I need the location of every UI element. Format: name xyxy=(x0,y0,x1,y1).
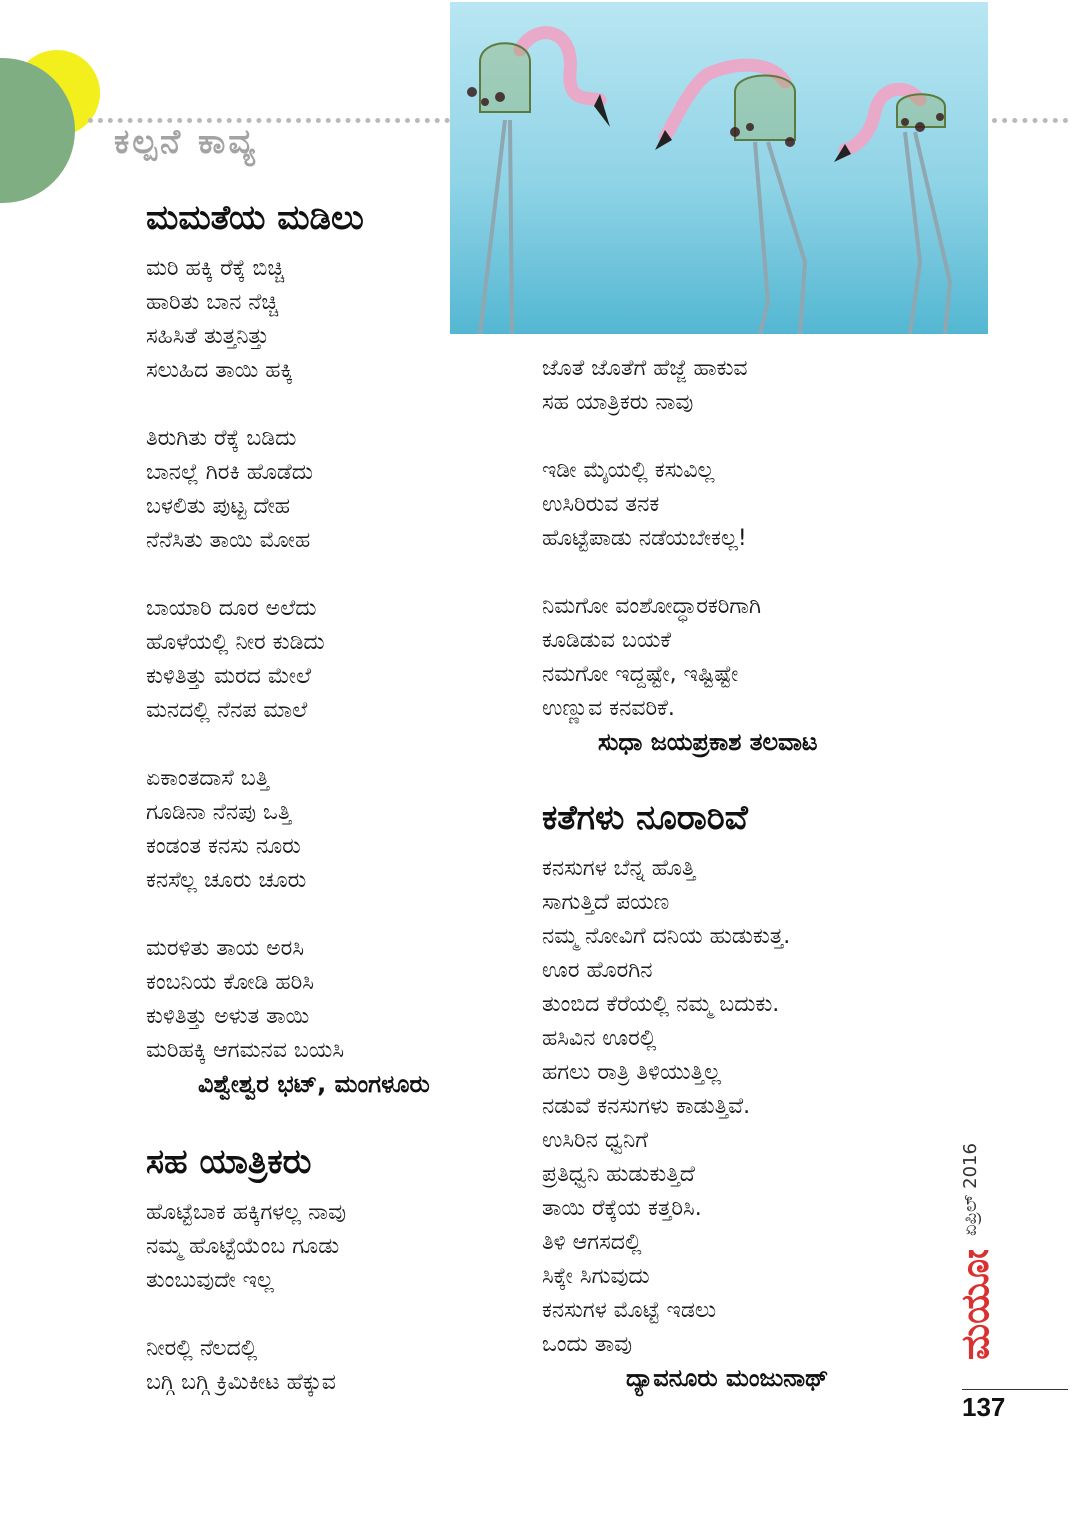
poem-body-kathegalu-nooraarive xyxy=(542,852,790,1362)
poem-line: ಹಸಿವಿನ ಊರಲ್ಲಿ xyxy=(542,1026,657,1051)
poem-line: ಹೊಳೆಯಲ್ಲಿ ನೀರ ಕುಡಿದು xyxy=(146,630,325,655)
poem-line: ನೆನೆಸಿತು ತಾಯಿ ಮೋಹ xyxy=(146,528,311,553)
poem-line: ಕನಸೆಲ್ಲ ಚೂರು ಚೂರು xyxy=(146,868,307,893)
poem-line: ಬಾಯಾರಿ ದೂರ ಅಲೆದು xyxy=(146,596,317,621)
poem-line: ಸಿಕ್ಕೇ ಸಿಗುವುದು xyxy=(542,1264,650,1289)
poem-line: ಸಾಗುತ್ತಿದೆ ಪಯಣ xyxy=(542,890,670,915)
poem-line: ನಮ್ಮ ಹೊಟ್ಟೆಯೆಂಬ ಗೂಡು xyxy=(146,1234,340,1259)
stanza-gap xyxy=(146,1298,346,1332)
poem-line: ಹಗಲು ರಾತ್ರಿ ತಿಳಿಯುತ್ತಿಲ್ಲ xyxy=(542,1060,721,1085)
poem-author: ಸುಧಾ ಜಯಪ್ರಕಾಶ ತಲವಾಟ xyxy=(598,728,818,756)
poem-author: ವಿಶ್ವೇಶ್ವರ ಭಟ್, ಮಂಗಳೂರು xyxy=(198,1070,430,1098)
poem-line: ನಡುವೆ ಕನಸುಗಳು ಕಾಡುತ್ತಿವೆ. xyxy=(542,1094,751,1119)
poem-line: ನಮ್ಮ ನೋವಿಗೆ ದನಿಯ ಹುಡುಕುತ್ತ. xyxy=(542,924,791,949)
poem-line: ಕಂಡಂತ ಕನಸು ನೂರು xyxy=(146,834,301,859)
poem-line: ಊರ ಹೊರಗಿನ xyxy=(542,958,653,983)
poem-line: ಮರಿ ಹಕ್ಕಿ ರೆಕ್ಕೆ ಬಿಚ್ಚಿ xyxy=(146,256,285,281)
poem-body-saha-yatrikaru-continued xyxy=(542,352,761,726)
poem-line: ನಿಮಗೋ ವಂಶೋದ್ಧಾರಕರಿಗಾಗಿ xyxy=(542,594,762,619)
magazine-logo xyxy=(950,1250,994,1362)
poem-line: ಹೊಟ್ಟೆಪಾಡು ನಡೆಯಬೇಕಲ್ಲ! xyxy=(542,526,747,551)
poem-line: ಇಡೀ ಮೈಯಲ್ಲಿ ಕಸುವಿಲ್ಲ xyxy=(542,458,715,483)
poem-line: ಸಹಿಸಿತೆ ತುತ್ತನಿತ್ತು xyxy=(146,324,269,349)
poem-body-saha-yatrikaru xyxy=(146,1196,346,1400)
page-number: 137 xyxy=(962,1392,1006,1422)
poem-line: ನಮಗೋ ಇದ್ದಷ್ಟೇ, ಇಷ್ಟಿಷ್ಟೇ xyxy=(542,662,739,687)
stanza-gap xyxy=(146,558,344,592)
poem-line: ಉಸಿರಿನ ಧ್ವನಿಗೆ xyxy=(542,1128,649,1153)
issue-date xyxy=(950,1128,990,1238)
poem-line: ಪ್ರತಿಧ್ವನಿ ಹುಡುಕುತ್ತಿದೆ xyxy=(542,1162,695,1187)
poem-line: ಗೂಡಿನಾ ನೆನಪು ಒತ್ತಿ xyxy=(146,800,292,825)
poem-title-saha-yatrikaru: ಸಹ ಯಾತ್ರಿಕರು xyxy=(146,1142,312,1182)
poem-line: ನೀರಲ್ಲಿ ನೆಲದಲ್ಲಿ xyxy=(146,1336,258,1361)
poem-line: ಒಂದು ತಾವು xyxy=(542,1332,633,1357)
poem-line: ಸಲುಹಿದ ತಾಯಿ ಹಕ್ಕಿ xyxy=(146,358,293,383)
poem-line: ಜೊತೆ ಜೊತೆಗೆ ಹೆಜ್ಜೆ ಹಾಕುವ xyxy=(542,356,748,381)
stanza-gap xyxy=(542,420,761,454)
stanza-gap xyxy=(542,556,761,590)
poem-line: ತಿರುಗಿತು ರೆಕ್ಕೆ ಬಡಿದು xyxy=(146,426,297,451)
poem-line: ಏಕಾಂತದಾಸೆ ಬತ್ತಿ xyxy=(146,766,270,791)
dotted-rule-right xyxy=(992,118,1068,123)
poem-line: ಸಹ ಯಾತ್ರಿಕರು ನಾವು xyxy=(542,390,694,415)
poem-line: ಮರಿಹಕ್ಕಿ ಆಗಮನವ ಬಯಸಿ xyxy=(146,1038,344,1063)
magazine-logo-text: ಮಯೂರ xyxy=(953,1250,994,1360)
page-number-rule xyxy=(962,1389,1068,1390)
poem-line: ಮನದಲ್ಲಿ ನೆನಪ ಮಾಲೆ xyxy=(146,698,308,723)
poem-line: ಹೊಟ್ಟೆಬಾಕ ಹಕ್ಕಿಗಳಲ್ಲ ನಾವು xyxy=(146,1200,346,1225)
poem-line: ಬಳಲಿತು ಪುಟ್ಟ ದೇಹ xyxy=(146,494,291,519)
poem-line: ಬಾನಲ್ಲೆ ಗಿರಕಿ ಹೊಡೆದು xyxy=(146,460,313,485)
poem-line: ಕೂಡಿಡುವ ಬಯಕೆ xyxy=(542,628,672,653)
poem-line: ತಾಯಿ ರೆಕ್ಕೆಯ ಕತ್ತರಿಸಿ. xyxy=(542,1196,702,1221)
poem-line: ತುಂಬುವುದೇ ಇಲ್ಲ xyxy=(146,1268,274,1293)
poem-line: ತಿಳಿ ಆಗಸದಲ್ಲಿ xyxy=(542,1230,642,1255)
poem-line: ಹಾರಿತು ಬಾನ ನೆಚ್ಚಿ xyxy=(146,290,279,315)
stanza-gap xyxy=(146,388,344,422)
poem-line: ಕನಸುಗಳ ಮೊಟ್ಟೆ ಇಡಲು xyxy=(542,1298,717,1323)
poem-author: ದ್ಯಾವನೂರು ಮಂಜುನಾಥ್ xyxy=(626,1364,829,1392)
flamingo-cage-illustration xyxy=(450,2,988,334)
poem-title-kathegalu-nooraarive: ಕತೆಗಳು ನೂರಾರಿವೆ xyxy=(542,798,748,838)
poem-line: ಕಂಬನಿಯ ಕೋಡಿ ಹರಿಸಿ xyxy=(146,970,314,995)
poem-title-mamateya-madilu: ಮಮತೆಯ ಮಡಿಲು xyxy=(146,198,364,238)
poem-line: ಕುಳಿತಿತ್ತು ಅಳುತ ತಾಯಿ xyxy=(146,1004,310,1029)
poem-line: ಉಣ್ಣುವ ಕನವರಿಕೆ. xyxy=(542,696,675,721)
poem-line: ಬಗ್ಗಿ ಬಗ್ಗಿ ಕ್ರಿಮಿಕೀಟ ಹೆಕ್ಕುವ xyxy=(146,1370,336,1395)
issue-date-text: ಏಪ್ರಿಲ್ 2016 xyxy=(960,1143,981,1236)
poem-line: ಮರಳಿತು ತಾಯ ಅರಸಿ xyxy=(146,936,304,961)
poem-line: ತುಂಬಿದ ಕೆರೆಯಲ್ಲಿ ನಮ್ಮ ಬದುಕು. xyxy=(542,992,780,1017)
poem-body-mamateya-madilu xyxy=(146,252,344,1068)
section-label: ಕಲ್ಪನೆ ಕಾವ್ಯ xyxy=(114,122,258,162)
poem-line: ಉಸಿರಿರುವ ತನಕ xyxy=(542,492,660,517)
stanza-gap xyxy=(146,898,344,932)
poem-line: ಕುಳಿತಿತ್ತು ಮರದ ಮೇಲೆ xyxy=(146,664,312,689)
poem-line: ಕನಸುಗಳ ಬೆನ್ನ ಹೊತ್ತಿ xyxy=(542,856,696,881)
stanza-gap xyxy=(146,728,344,762)
